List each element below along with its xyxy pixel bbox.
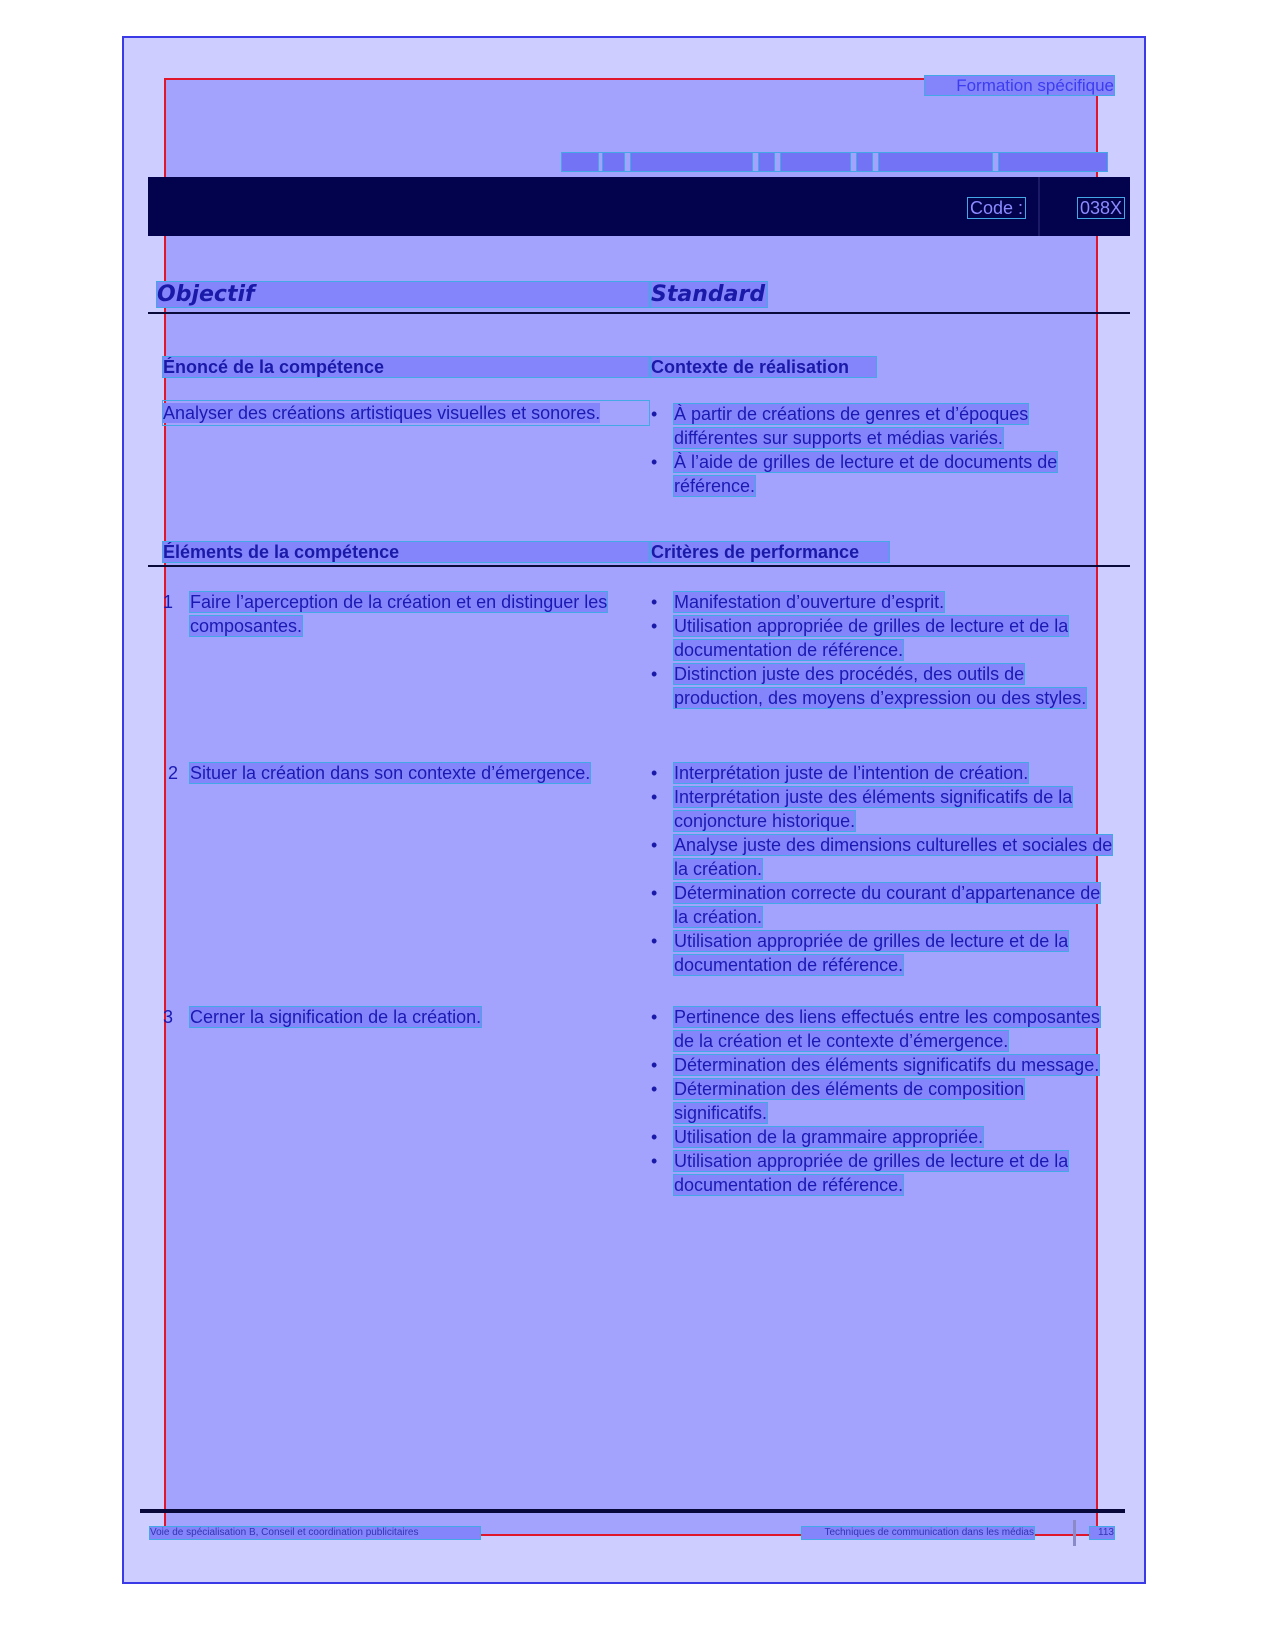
criterion: • Analyse juste des dimensions culturelles et sociales de la création. bbox=[651, 833, 1114, 881]
criteres-label: Critères de performance bbox=[651, 542, 889, 562]
criterion: • Détermination des éléments significatifs du message. bbox=[651, 1053, 1114, 1077]
formation-label: Formation spécifique bbox=[925, 76, 1114, 95]
enonce-text-span: Analyser des créations artistiques visuelles et sonores. bbox=[163, 403, 601, 423]
element-label: Situer la création dans son contexte d’émergence. bbox=[190, 763, 591, 783]
code-value: 038X bbox=[1079, 198, 1122, 218]
criterion: • Manifestation d’ouverture d’esprit. bbox=[651, 590, 1114, 614]
footer-rule bbox=[140, 1509, 1125, 1513]
criterion: • Distinction juste des procédés, des outils de production, des moyens d’expression ou des styles. bbox=[651, 662, 1114, 710]
footer-right: Techniques de communication dans les médias bbox=[802, 1527, 1034, 1539]
element-number: 2 bbox=[168, 763, 179, 783]
enonce-text bbox=[163, 401, 649, 425]
header-dot-leader bbox=[562, 153, 1115, 171]
elements-rule bbox=[148, 565, 1130, 567]
standard-heading: Standard bbox=[651, 282, 766, 307]
contexte-item: • À partir de créations de genres et d’époques différentes sur supports et médias variés. bbox=[651, 402, 1114, 450]
elements-label: Éléments de la compétence bbox=[163, 542, 649, 562]
element-number: 3 bbox=[163, 1007, 174, 1027]
element-1 bbox=[163, 590, 649, 638]
contexte-label: Contexte de réalisation bbox=[651, 357, 876, 377]
criterion: • Détermination des éléments de composition significatifs. bbox=[651, 1077, 1114, 1125]
heading-rule bbox=[148, 312, 1130, 314]
page-number: 113 bbox=[1090, 1527, 1114, 1539]
code-label: Code : bbox=[970, 198, 1024, 218]
footer-left: Voie de spécialisation B, Conseil et coordination publicitaires bbox=[150, 1527, 480, 1539]
element-number: 1 bbox=[163, 592, 174, 612]
footer-separator bbox=[1073, 1520, 1076, 1546]
criterion: • Pertinence des liens effectués entre les composantes de la création et le contexte d’émergence. bbox=[651, 1005, 1114, 1053]
contexte-item: • À l’aide de grilles de lecture et de documents de référence. bbox=[651, 450, 1114, 498]
element-label: Faire l’aperception de la création et en distinguer les composantes. bbox=[190, 592, 608, 636]
contexte-list bbox=[651, 402, 1114, 498]
course-code bbox=[968, 198, 1124, 218]
criteria-list-3 bbox=[651, 1005, 1114, 1197]
element-label: Cerner la signification de la création. bbox=[190, 1007, 482, 1027]
criterion: • Utilisation appropriée de grilles de lecture et de la documentation de référence. bbox=[651, 929, 1114, 977]
element-2 bbox=[163, 761, 649, 785]
criterion: • Utilisation de la grammaire appropriée. bbox=[651, 1125, 1114, 1149]
enonce-label: Énoncé de la compétence bbox=[163, 357, 649, 377]
criterion: • Utilisation appropriée de grilles de lecture et de la documentation de référence. bbox=[651, 614, 1114, 662]
criteria-list-2 bbox=[651, 761, 1114, 977]
objectif-heading: Objectif bbox=[157, 282, 649, 307]
criterion: • Utilisation appropriée de grilles de lecture et de la documentation de référence. bbox=[651, 1149, 1114, 1197]
criterion: • Détermination correcte du courant d’appartenance de la création. bbox=[651, 881, 1114, 929]
criteria-list-1 bbox=[651, 590, 1114, 710]
criterion: • Interprétation juste de l’intention de création. bbox=[651, 761, 1114, 785]
criterion: • Interprétation juste des éléments significatifs de la conjoncture historique. bbox=[651, 785, 1114, 833]
element-3 bbox=[163, 1005, 649, 1029]
